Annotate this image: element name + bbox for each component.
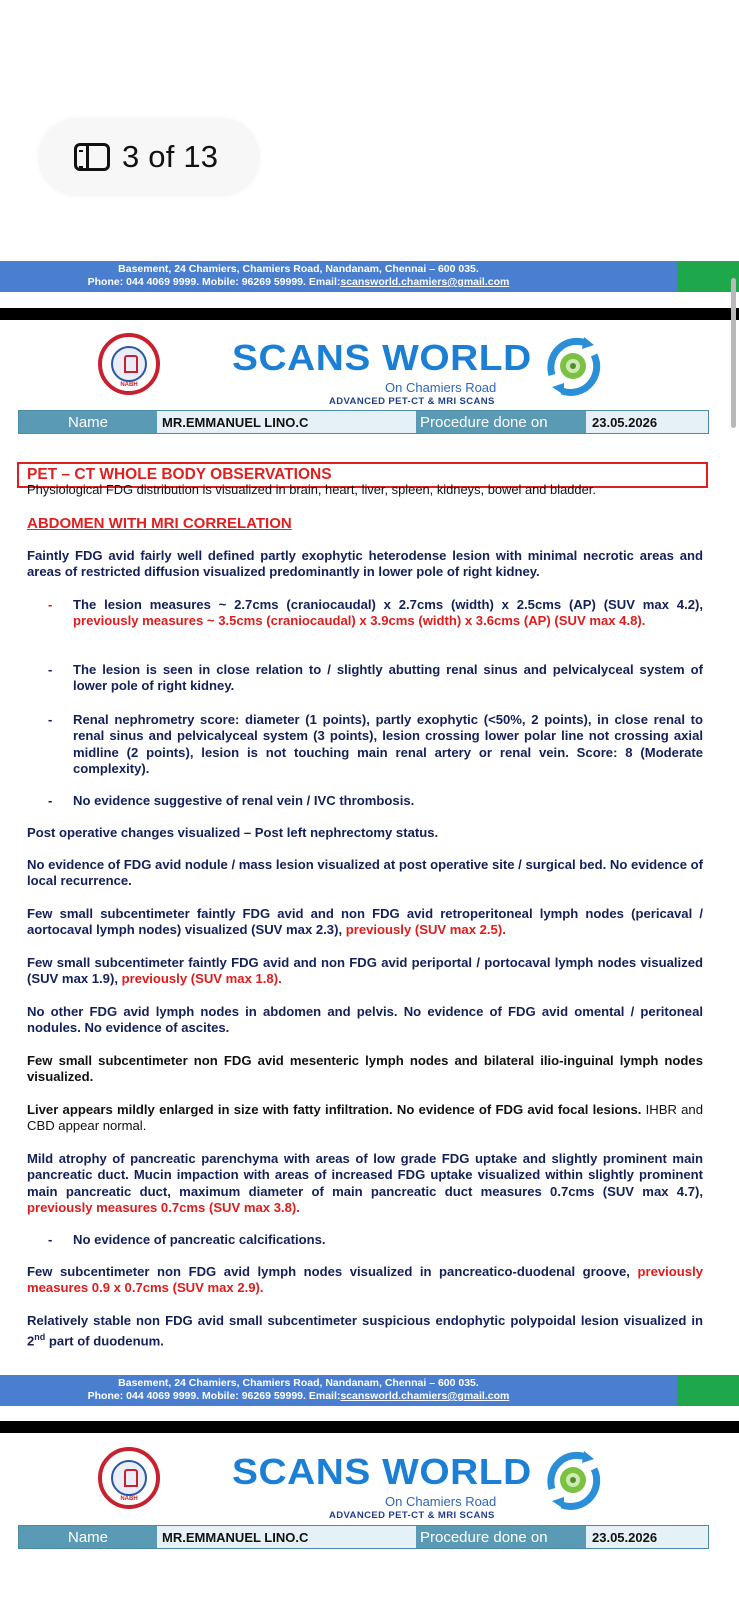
scansworld-logo-icon xyxy=(540,1449,606,1511)
procedure-label: Procedure done on xyxy=(420,1528,548,1546)
physiological-distribution: Physiological FDG distribution is visualized in brain, heart, liver, spleen, kidneys, bowel and bladder. xyxy=(27,482,596,497)
footer-green-block xyxy=(677,1375,739,1406)
footer-text xyxy=(0,261,677,292)
name-label: Name xyxy=(67,1528,108,1546)
finding-duodenum: Relatively stable non FDG avid small subcentimeter suspicious endophytic polypoidal lesion visualized in 2nd part of duodenum. xyxy=(27,1313,703,1349)
page-separator xyxy=(0,1421,739,1433)
page-footer xyxy=(0,261,739,292)
finding-abdomen-pelvis: No other FDG avid lymph nodes in abdomen and pelvis. No evidence of FDG avid omental / peritoneal nodules. No evidence of ascites. xyxy=(27,1004,703,1036)
finding-post-operative: Post operative changes visualized – Post left nephrectomy status. xyxy=(27,825,439,840)
finding-liver: Liver appears mildly enlarged in size with fatty infiltration. No evidence of FDG avid focal lesions. IHBR and CBD appear normal. xyxy=(27,1102,703,1134)
list-item: - No evidence suggestive of renal vein / IVC thrombosis. xyxy=(48,793,415,808)
finding-pancreatico-duodenal: Few subcentimeter non FDG avid lymph nodes visualized in pancreatico-duodenal groove, previously measures 0.9 x 0.7cms (SUV max 2.9). xyxy=(27,1264,703,1296)
name-label: Name xyxy=(67,413,108,431)
brand-name: SCANS WORLD xyxy=(232,1451,532,1492)
brand-subtitle: On Chamiers Road xyxy=(385,380,497,395)
scansworld-logo-icon xyxy=(540,335,606,397)
brand-subtitle: On Chamiers Road xyxy=(385,1494,497,1509)
page-separator xyxy=(0,308,739,320)
footer-text xyxy=(0,1375,677,1406)
list-item: - No evidence of pancreatic calcifications. xyxy=(48,1232,326,1247)
page-indicator-text: 3 of 13 xyxy=(122,139,219,174)
brand-tagline: ADVANCED PET-CT & MRI SCANS xyxy=(329,396,495,407)
pages-icon xyxy=(74,143,110,171)
patient-info-row xyxy=(18,1525,709,1549)
procedure-date: 23.05.2026 xyxy=(586,1526,708,1548)
brand-tagline: ADVANCED PET-CT & MRI SCANS xyxy=(329,1510,495,1521)
list-item: - The lesion is seen in close relation to / slightly abutting renal sinus and pelvicalyceal system of lower pole of right kidney. xyxy=(48,662,703,694)
nabh-seal-logo: NABH xyxy=(98,1447,160,1509)
patient-name: MR.EMMANUEL LINO.C xyxy=(157,411,416,433)
observations-title: PET – CT WHOLE BODY OBSERVATIONS xyxy=(17,462,708,488)
footer-email-link[interactable]: scansworld.chamiers@gmail.com xyxy=(340,276,510,288)
finding-pancreas: Mild atrophy of pancreatic parenchyma with areas of low grade FDG uptake and slightly prominent main pancreatic duct. Mucin impaction with areas of increased FDG uptake visualized within slightly prominent main pancreatic duct, maximum diameter of main pancreatic duct measures 0.7cms (SUV max 4.7), previously measures 0.7cms (SUV max 3.8). xyxy=(27,1151,703,1215)
footer-contact: Phone: 044 4069 9999. Mobile: 96269 59999. Email:scansworld.chamiers@gmail.com xyxy=(87,276,510,288)
procedure-label: Procedure done on xyxy=(420,413,548,431)
page-indicator[interactable] xyxy=(38,118,260,196)
viewer-top-area xyxy=(0,0,739,265)
page-footer xyxy=(0,1375,739,1406)
footer-green-block xyxy=(677,261,739,292)
finding-mesenteric-nodes: Few small subcentimeter non FDG avid mesenteric lymph nodes and bilateral ilio-inguinal lymph nodes visualized. xyxy=(27,1053,703,1085)
nabh-seal-logo: NABH xyxy=(98,333,160,395)
footer-email-link[interactable]: scansworld.chamiers@gmail.com xyxy=(340,1390,510,1402)
procedure-date: 23.05.2026 xyxy=(586,411,708,433)
patient-name: MR.EMMANUEL LINO.C xyxy=(157,1526,416,1548)
section-title: ABDOMEN WITH MRI CORRELATION xyxy=(27,515,292,532)
finding-kidney-lesion: Faintly FDG avid fairly well defined partly exophytic heterodense lesion with minimal necrotic areas and areas of restricted diffusion visualized predominantly in lower pole of right kidney. xyxy=(27,548,703,580)
brand-name: SCANS WORLD xyxy=(232,337,532,378)
list-item: - The lesion measures ~ 2.7cms (craniocaudal) x 2.7cms (width) x 2.5cms (AP) (SUV max 4.2), previously measures ~ 3.5cms (craniocaudal) x 3.9cms (width) x 3.6cms (AP) (SUV max 4.8). xyxy=(48,597,703,629)
finding-retroperitoneal-nodes: Few small subcentimeter faintly FDG avid and non FDG avid retroperitoneal lymph nodes (pericaval / aortocaval lymph nodes) visualized (SUV max 2.3), previously (SUV max 2.5). xyxy=(27,906,703,938)
footer-address: Basement, 24 Chamiers, Chamiers Road, Nandanam, Chennai – 600 035. xyxy=(118,263,479,275)
patient-info-row xyxy=(18,410,709,434)
finding-periportal-nodes: Few small subcentimeter faintly FDG avid and non FDG avid periportal / portocaval lymph nodes visualized (SUV max 1.9), previously (SUV max 1.8). xyxy=(27,955,703,987)
footer-contact: Phone: 044 4069 9999. Mobile: 96269 59999. Email:scansworld.chamiers@gmail.com xyxy=(87,1390,510,1402)
list-item: - Renal nephrometry score: diameter (1 points), partly exophytic (<50%, 2 points), in close renal to renal sinus and pelvicalyceal system (3 points), lesion crossing lower polar line not crossing axial midline (2 points), lesion is not touching main renal artery or renal vein. Score: 8 (Moderate complexity). xyxy=(48,712,703,776)
footer-address: Basement, 24 Chamiers, Chamiers Road, Nandanam, Chennai – 600 035. xyxy=(118,1377,479,1389)
finding-surgical-bed: No evidence of FDG avid nodule / mass lesion visualized at post operative site / surgical bed. No evidence of local recurrence. xyxy=(27,857,703,889)
